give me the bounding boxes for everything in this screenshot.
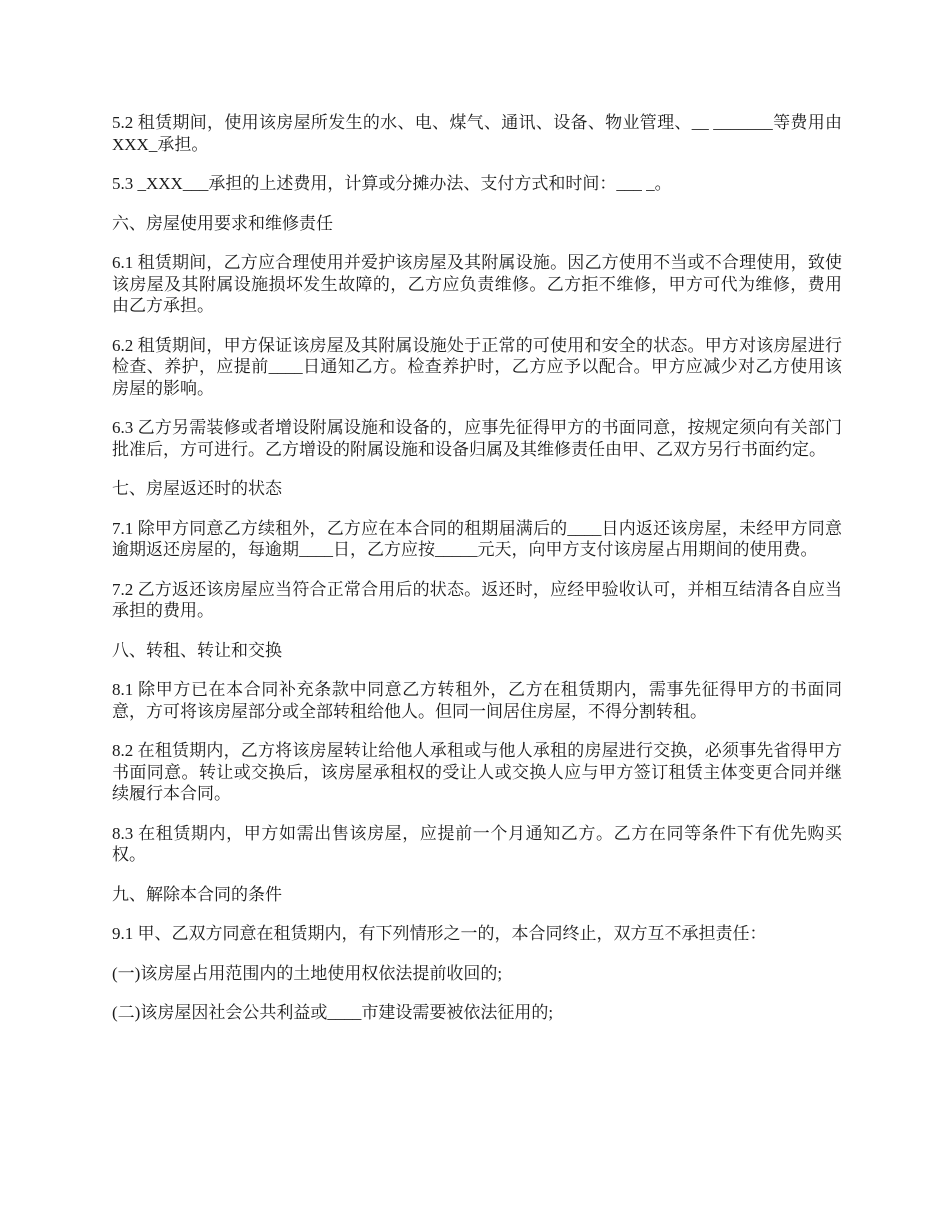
- clause-8-1: 8.1 除甲方已在本合同补充条款中同意乙方转租外，乙方在租赁期内，需事先征得甲方的书面同意，方可将该房屋部分或全部转租给他人。但同一间居住房屋，不得分割转租。: [112, 680, 842, 721]
- clause-5-3: 5.3 _XXX___承担的上述费用，计算或分摊办法、支付方式和时间：___ _。: [112, 174, 672, 193]
- section-heading-6: 六、房屋使用要求和维修责任: [112, 213, 333, 233]
- clause-8-2: 8.2 在租赁期内，乙方将该房屋转让给他人承租或与他人承租的房屋进行交换，必须事先省得甲方书面同意。转让或交换后，该房屋承租权的受让人或交换人应与甲方签订租赁主体变更合同并继续履行本合同。: [112, 741, 842, 803]
- section-heading-7: 七、房屋返还时的状态: [112, 479, 282, 498]
- clause-9-1: 9.1 甲、乙双方同意在租赁期内，有下列情形之一的，本合同终止，双方互不承担责任：: [112, 924, 767, 943]
- clause-7-1: 7.1 除甲方同意乙方续租外，乙方应在本合同的租期届满后的____日内返还该房屋，未经甲方同意逾期返还房屋的，每逾期____日，乙方应按_____元天，向甲方支付该房屋占用期间的使用费。: [112, 518, 842, 559]
- clause-6-3: 6.3 乙方另需装修或者增设附属设施和设备的，应事先征得甲方的书面同意，按规定须向有关部门批准后，方可进行。乙方增设的附属设施和设备归属及其维修责任由甲、乙双方另行书面约定。: [112, 418, 842, 459]
- clause-9-1-item-1: (一)该房屋占用范围内的土地使用权依法提前收回的;: [112, 963, 503, 983]
- clause-6-2: 6.2 租赁期间，甲方保证该房屋及其附属设施处于正常的可使用和安全的状态。甲方对该房屋进行检查、养护，应提前____日通知乙方。检查养护时，乙方应予以配合。甲方应减少对乙方使用该房屋的影响。: [112, 335, 842, 398]
- section-heading-9: 九、解除本合同的条件: [112, 884, 282, 904]
- clause-8-3: 8.3 在租赁期内，甲方如需出售该房屋，应提前一个月通知乙方。乙方在同等条件下有优先购买权。: [112, 823, 842, 864]
- clause-9-1-item-2: (二)该房屋因社会公共利益或____市建设需要被依法征用的;: [112, 1003, 554, 1022]
- clause-6-1: 6.1 租赁期间，乙方应合理使用并爱护该房屋及其附属设施。因乙方使用不当或不合理使用，致使该房屋及其附属设施损坏发生故障的，乙方应负责维修。乙方拒不维修，甲方可代为维修，费用由乙方承担。: [112, 253, 842, 315]
- section-heading-8: 八、转租、转让和交换: [112, 640, 282, 660]
- clause-7-2: 7.2 乙方返还该房屋应当符合正常合用后的状态。返还时，应经甲验收认可，并相互结清各自应当承担的费用。: [112, 579, 842, 620]
- document-page: [112, 112, 847, 1042]
- clause-5-2: 5.2 租赁期间，使用该房屋所发生的水、电、煤气、通讯、设备、物业管理、__ _______等费用由 XXX_承担。: [112, 113, 847, 154]
